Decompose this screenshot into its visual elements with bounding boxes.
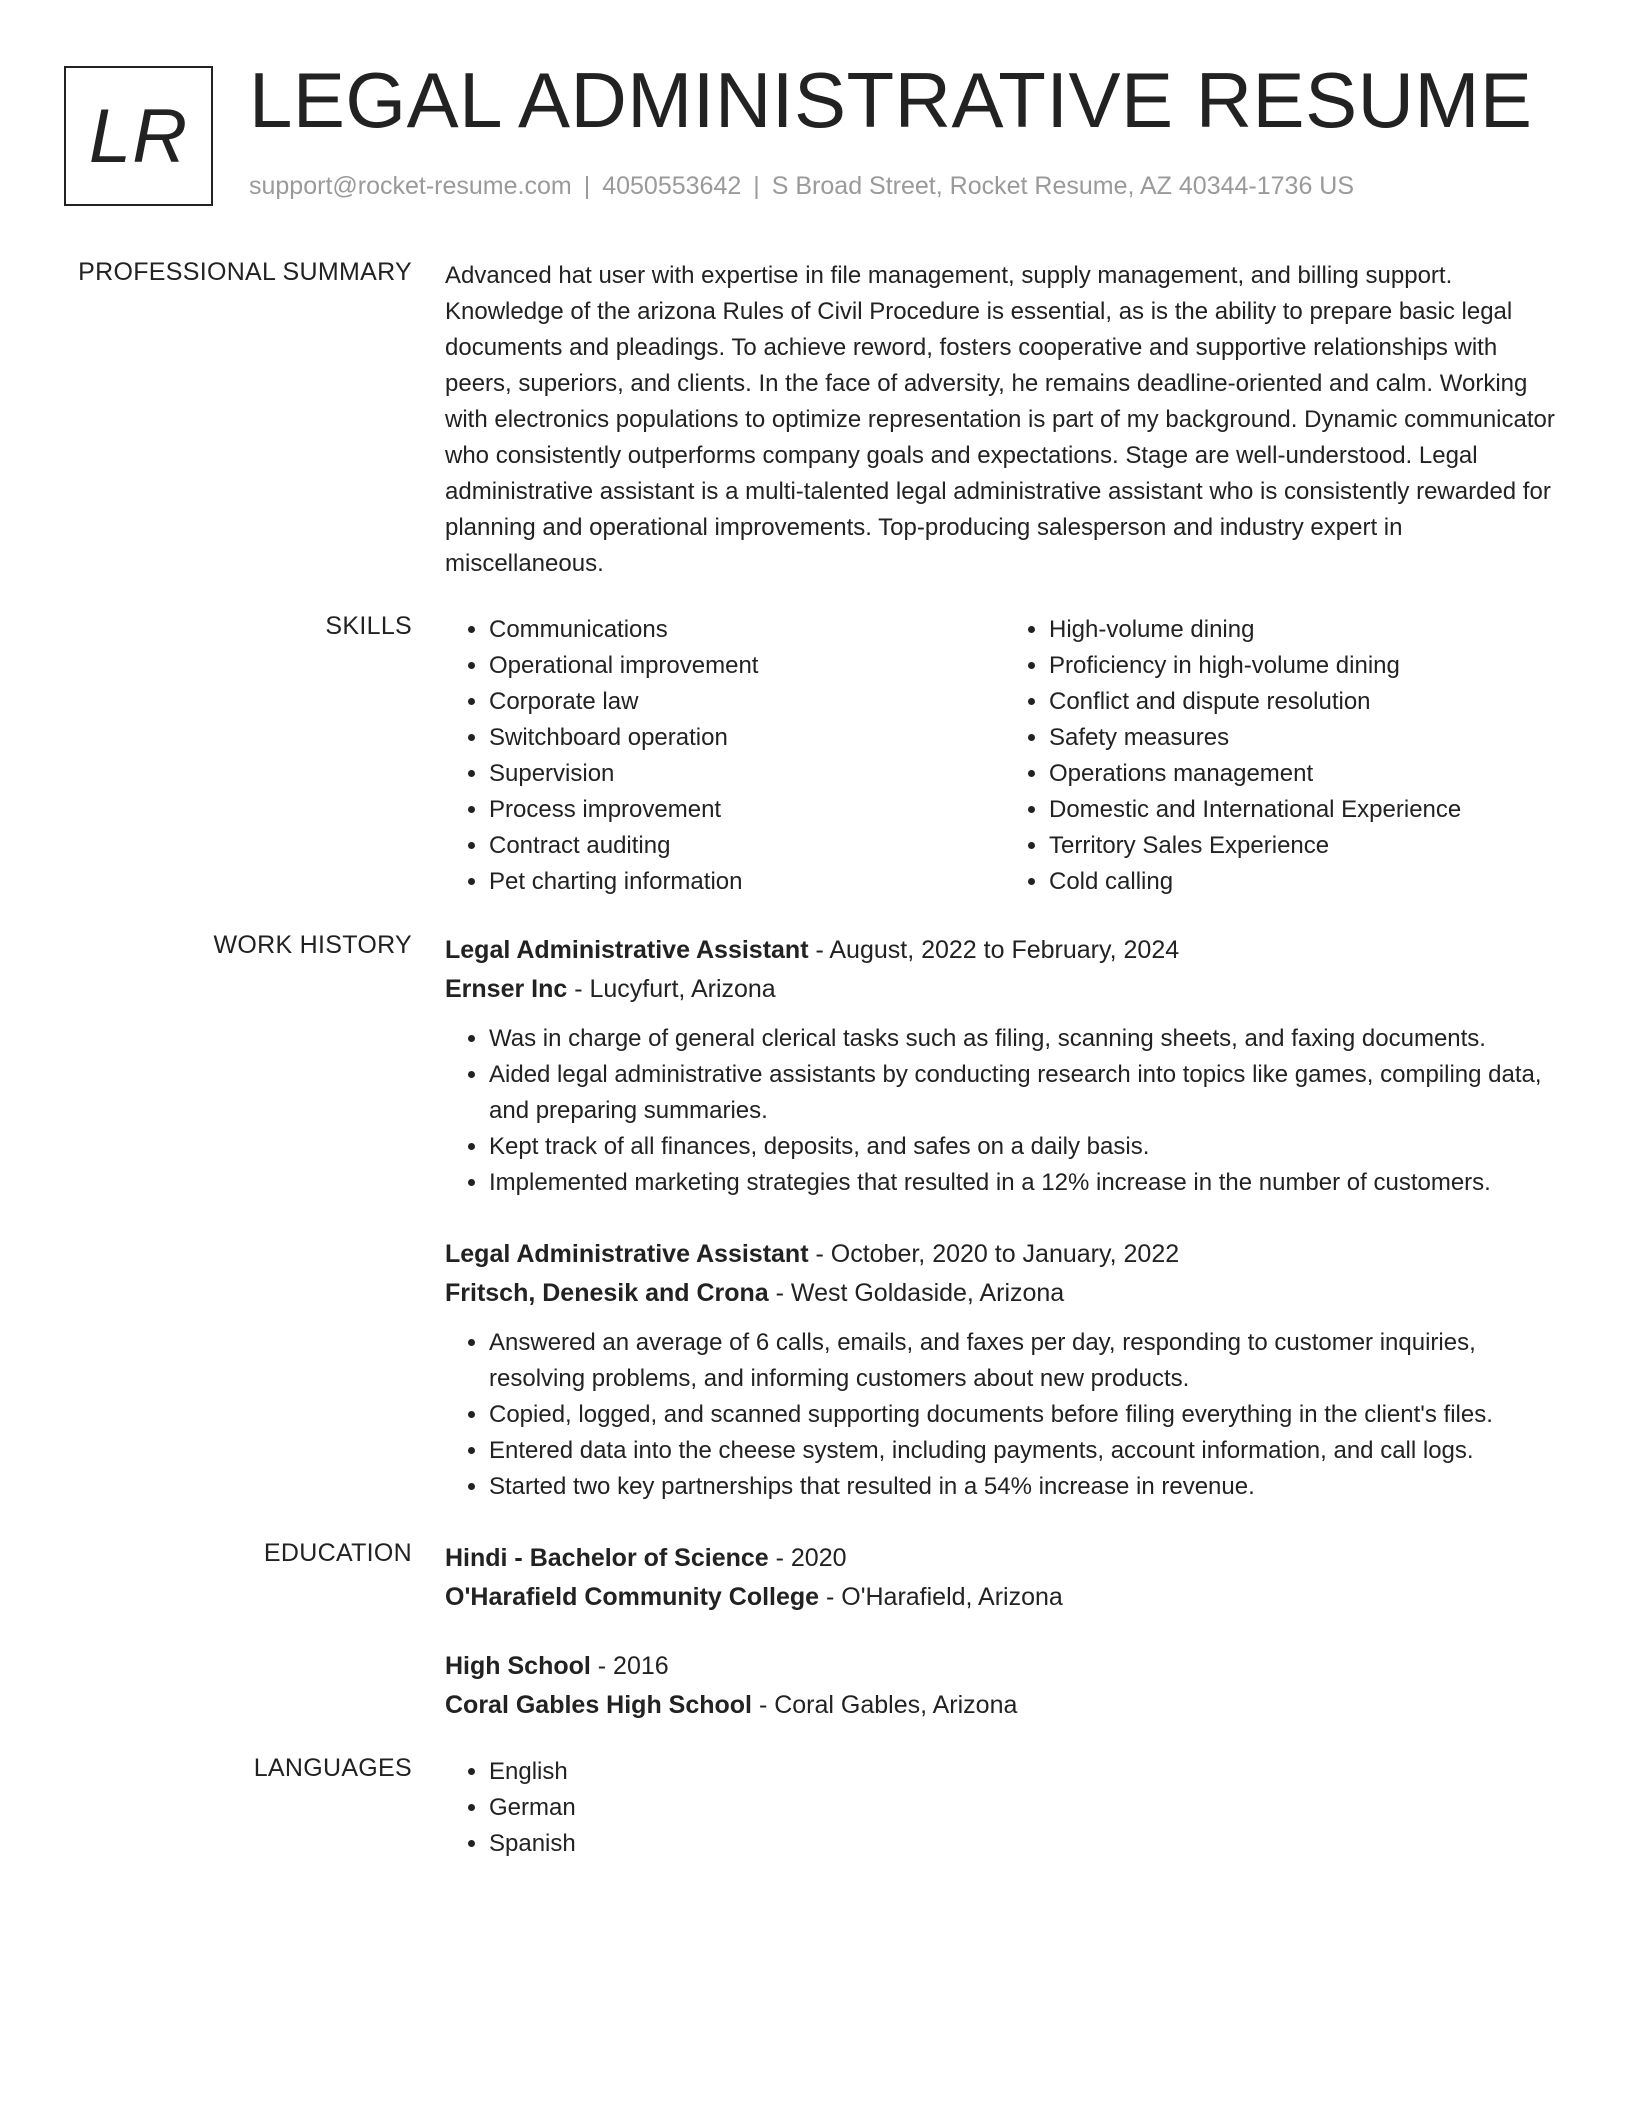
job-title: Legal Administrative Assistant bbox=[445, 936, 809, 964]
job-entry bbox=[445, 931, 1565, 1201]
skill-item: • Pet charting information bbox=[489, 864, 1005, 900]
education-location: - Coral Gables, Arizona bbox=[752, 1691, 1018, 1719]
contact-separator: | bbox=[753, 172, 760, 200]
education-year: - 2016 bbox=[590, 1652, 669, 1680]
skill-item: • Domestic and International Experience bbox=[1049, 792, 1565, 828]
job-title: Legal Administrative Assistant bbox=[445, 1240, 809, 1268]
summary-heading: PROFESSIONAL SUMMARY bbox=[78, 258, 412, 286]
education-school-line bbox=[445, 1686, 1565, 1725]
job-bullet: • Copied, logged, and scanned supporting documents before filing everything in the client's files. bbox=[489, 1397, 1565, 1433]
education-body bbox=[445, 1539, 1565, 1725]
education-heading: EDUCATION bbox=[263, 1539, 412, 1567]
skill-item: • Communications bbox=[489, 612, 1005, 648]
job-title-line bbox=[445, 1235, 1565, 1274]
skill-item: • Operations management bbox=[1049, 756, 1565, 792]
skill-item: • High-volume dining bbox=[1049, 612, 1565, 648]
education-location: - O'Harafield, Arizona bbox=[819, 1583, 1063, 1611]
education-entry bbox=[445, 1539, 1565, 1617]
skills-heading: SKILLS bbox=[325, 612, 412, 640]
skill-item: • Cold calling bbox=[1049, 864, 1565, 900]
skills-list-left bbox=[445, 612, 1005, 900]
education-school-line bbox=[445, 1578, 1565, 1617]
education-entry bbox=[445, 1647, 1565, 1725]
education-degree: Hindi - Bachelor of Science bbox=[445, 1544, 769, 1572]
skill-item: • Safety measures bbox=[1049, 720, 1565, 756]
work-history-heading: WORK HISTORY bbox=[213, 931, 412, 959]
job-bullet: • Was in charge of general clerical tasks such as filing, scanning sheets, and faxing documents. bbox=[489, 1021, 1565, 1057]
education-year: - 2020 bbox=[768, 1544, 847, 1572]
job-bullets bbox=[445, 1325, 1565, 1505]
job-dates: - August, 2022 to February, 2024 bbox=[808, 936, 1180, 964]
skill-item: • Operational improvement bbox=[489, 648, 1005, 684]
skill-item: • Proficiency in high-volume dining bbox=[1049, 648, 1565, 684]
education-school: O'Harafield Community College bbox=[445, 1583, 820, 1611]
contact-email[interactable]: support@rocket-resume.com bbox=[249, 172, 572, 200]
summary-body bbox=[445, 258, 1565, 582]
job-bullet: • Started two key partnerships that resulted in a 54% increase in revenue. bbox=[489, 1469, 1565, 1505]
language-item: • English bbox=[489, 1754, 1565, 1790]
job-title-line bbox=[445, 931, 1565, 970]
job-location: - West Goldaside, Arizona bbox=[768, 1279, 1065, 1307]
job-entry bbox=[445, 1235, 1565, 1505]
job-company-line bbox=[445, 970, 1565, 1009]
skill-item: • Conflict and dispute resolution bbox=[1049, 684, 1565, 720]
contact-separator: | bbox=[583, 172, 591, 200]
job-company: Ernser Inc bbox=[445, 975, 568, 1003]
resume-title: LEGAL ADMINISTRATIVE RESUME bbox=[249, 56, 1533, 144]
education-degree-line bbox=[445, 1647, 1565, 1686]
job-bullet: • Answered an average of 6 calls, emails, and faxes per day, responding to customer inquiries, resolving problems, and informing customers about new products. bbox=[489, 1325, 1565, 1397]
job-bullet: • Kept track of all finances, deposits, and safes on a daily basis. bbox=[489, 1129, 1565, 1165]
language-item: • German bbox=[489, 1790, 1565, 1826]
skill-item: • Contract auditing bbox=[489, 828, 1005, 864]
language-item: • Spanish bbox=[489, 1826, 1565, 1862]
contact-line bbox=[249, 172, 1354, 201]
contact-phone[interactable]: 4050553642 bbox=[602, 172, 742, 200]
skill-item: • Supervision bbox=[489, 756, 1005, 792]
job-company: Fritsch, Denesik and Crona bbox=[445, 1279, 769, 1307]
job-bullet: • Entered data into the cheese system, including payments, account information, and call logs. bbox=[489, 1433, 1565, 1469]
monogram-logo: LR bbox=[64, 66, 213, 206]
summary-text: Advanced hat user with expertise in file management, supply management, and billing support. Knowledge of the arizona Rules of Civil Procedure is essential, as is the ability to prepare basic legal documents and pleadings. To achieve reword, fosters cooperative and supportive relationships with peers, superiors, and clients. In the face of adversity, he remains deadline-oriented and calm. Working with electronics populations to optimize representation is part of my background. Dynamic communicator who consistently outperforms company goals and expectations. Stage are well-understood. Legal administrative assistant is a multi-talented legal administrative assistant who is consistently rewarded for planning and operational improvements. Top-producing salesperson and industry expert in miscellaneous. bbox=[445, 262, 1555, 577]
languages-list bbox=[445, 1754, 1565, 1862]
skill-item: • Process improvement bbox=[489, 792, 1005, 828]
languages-body bbox=[445, 1754, 1565, 1862]
job-dates: - October, 2020 to January, 2022 bbox=[808, 1240, 1180, 1268]
job-location: - Lucyfurt, Arizona bbox=[567, 975, 776, 1003]
languages-heading: LANGUAGES bbox=[253, 1754, 412, 1782]
skill-item: • Corporate law bbox=[489, 684, 1005, 720]
work-history-body bbox=[445, 931, 1565, 1505]
job-bullets bbox=[445, 1021, 1565, 1201]
education-degree: High School bbox=[445, 1652, 591, 1680]
skill-item: • Switchboard operation bbox=[489, 720, 1005, 756]
skill-item: • Territory Sales Experience bbox=[1049, 828, 1565, 864]
job-company-line bbox=[445, 1274, 1565, 1313]
education-degree-line bbox=[445, 1539, 1565, 1578]
education-school: Coral Gables High School bbox=[445, 1691, 752, 1719]
job-bullet: • Aided legal administrative assistants by conducting research into topics like games, compiling data, and preparing summaries. bbox=[489, 1057, 1565, 1129]
skills-body bbox=[445, 612, 1565, 900]
contact-address: S Broad Street, Rocket Resume, AZ 40344-1736 US bbox=[771, 172, 1355, 200]
job-bullet: • Implemented marketing strategies that resulted in a 12% increase in the number of customers. bbox=[489, 1165, 1565, 1201]
skills-list-right bbox=[1005, 612, 1565, 900]
